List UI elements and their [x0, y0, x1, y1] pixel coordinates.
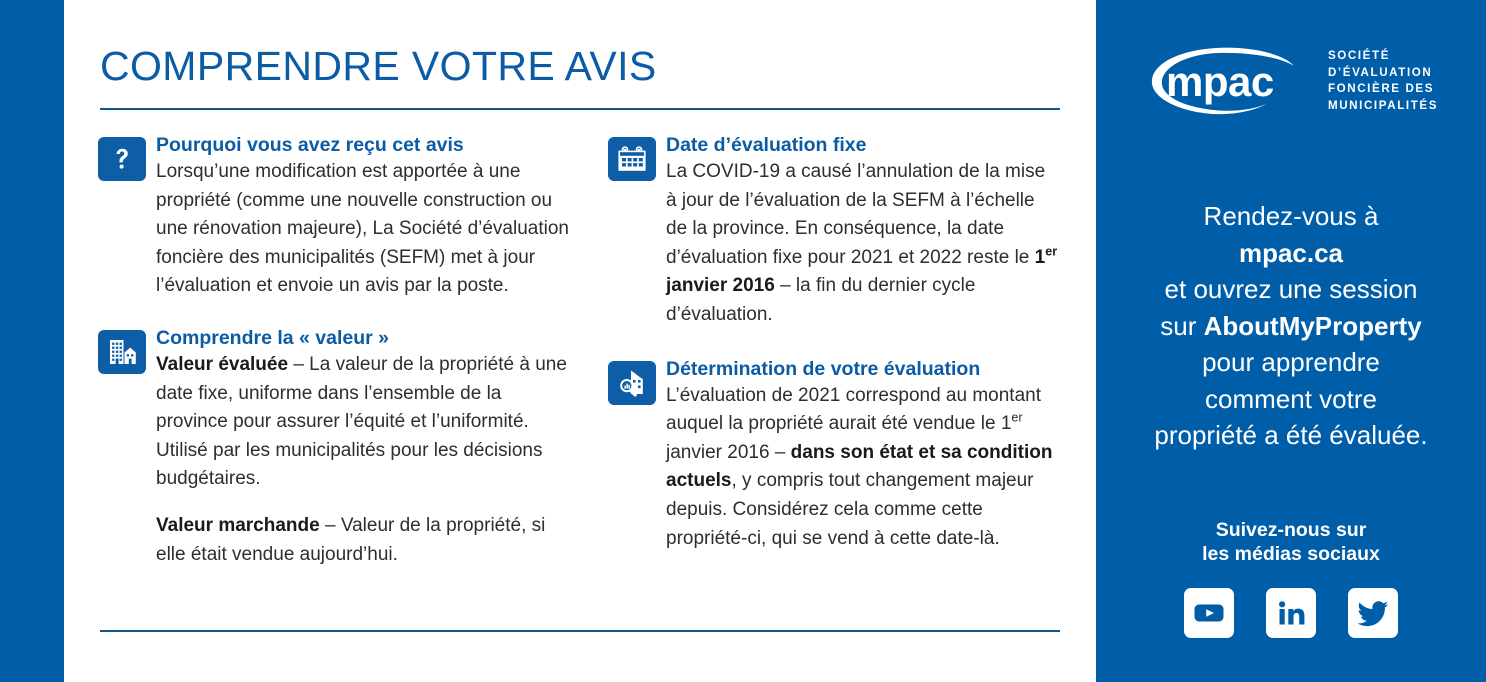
block-paragraph: La COVID-19 a causé l’annulation de la mise à jour de l’évaluation de la SEFM à l’échelle de la province. En conséquence, la date d’évaluation fixe pour 2021 et 2022 reste le 1er janvier 2016 – la fin du dernier cycle d’évaluation. — [666, 161, 1058, 325]
divider-top — [100, 108, 1060, 110]
block-heading: Date d’évaluation fixe — [666, 134, 867, 156]
content-columns — [98, 134, 1060, 569]
block-comprendre-valeur — [98, 327, 578, 569]
tagline-line: SOCIÉTÉ — [1327, 49, 1391, 62]
mpac-logo — [1096, 44, 1486, 118]
mpac-wordmark-icon — [1144, 44, 1312, 118]
follow-us-heading — [1106, 518, 1476, 566]
tagline-line: D’ÉVALUATION — [1327, 65, 1433, 79]
block-text — [156, 134, 578, 301]
tagline-line: MUNICIPALITÉS — [1327, 98, 1439, 112]
divider-bottom — [100, 630, 1060, 632]
linkedin-icon[interactable] — [1266, 588, 1316, 638]
svg-text:mpac: mpac — [1165, 58, 1274, 105]
sidebar-panel — [1096, 0, 1486, 682]
block-paragraph: Lorsqu’une modification est apportée à une propriété (comme une nouvelle construction ou une rénovation majeure), La Société d’évaluation foncière des municipalités (SEFM) met à jour l’évaluation et envoie un avis par la poste. — [156, 161, 569, 297]
tagline-line: FONCIÈRE DES — [1327, 82, 1435, 95]
youtube-icon[interactable] — [1184, 588, 1234, 638]
block-text — [666, 358, 1060, 554]
block-determination — [608, 358, 1060, 554]
block-paragraph: L’évaluation de 2021 correspond au montant auquel la propriété aurait été vendue le 1er janvier 2016 – dans son état et sa condition actuels, y compris tout changement majeur depuis. Considérez cela comme cette propriété-ci, qui se vend à cette date-là. — [666, 384, 1053, 549]
sidebar-callout: Rendez-vous à mpac.ca et ouvrez une session sur AboutMyProperty pour apprendre comment votre propriété a été évaluée. — [1154, 201, 1428, 450]
block-paragraph: Valeur marchande – Valeur de la propriété, si elle était vendue aujourd’hui. — [156, 514, 546, 565]
mpac-tagline — [1328, 48, 1438, 114]
block-heading: Détermination de votre évaluation — [666, 357, 981, 380]
follow-line-1: Suivez-nous sur — [1215, 519, 1367, 541]
block-pourquoi — [98, 134, 578, 301]
block-heading: Comprendre la « valeur » — [156, 326, 390, 349]
twitter-icon[interactable] — [1348, 588, 1398, 638]
block-heading: Pourquoi vous avez reçu cet avis — [156, 134, 464, 156]
calendar-icon — [608, 137, 656, 181]
page-title: COMPRENDRE VOTRE AVIS — [100, 43, 657, 89]
mpac-ca-link[interactable]: mpac.ca — [1238, 237, 1344, 268]
left-accent-stripe — [0, 0, 64, 682]
column-left — [98, 134, 578, 569]
block-text — [666, 134, 1060, 330]
buildings-icon — [98, 330, 146, 374]
social-links — [1096, 588, 1486, 638]
question-mark-icon — [98, 137, 146, 181]
block-text — [156, 327, 578, 569]
aboutmyproperty-label: AboutMyProperty — [1203, 310, 1422, 341]
column-right — [608, 134, 1060, 569]
house-search-icon — [608, 361, 656, 405]
block-paragraph: Valeur évaluée – La valeur de la propriété à une date fixe, uniforme dans l’ensemble de la province pour assurer l’équité et l’uniformité. Utilisé par les municipalités pour les décisions budgétaires. — [156, 353, 567, 490]
follow-line-2: les médias sociaux — [1202, 543, 1380, 565]
block-date-evaluation — [608, 134, 1060, 330]
main-content — [64, 0, 1096, 682]
